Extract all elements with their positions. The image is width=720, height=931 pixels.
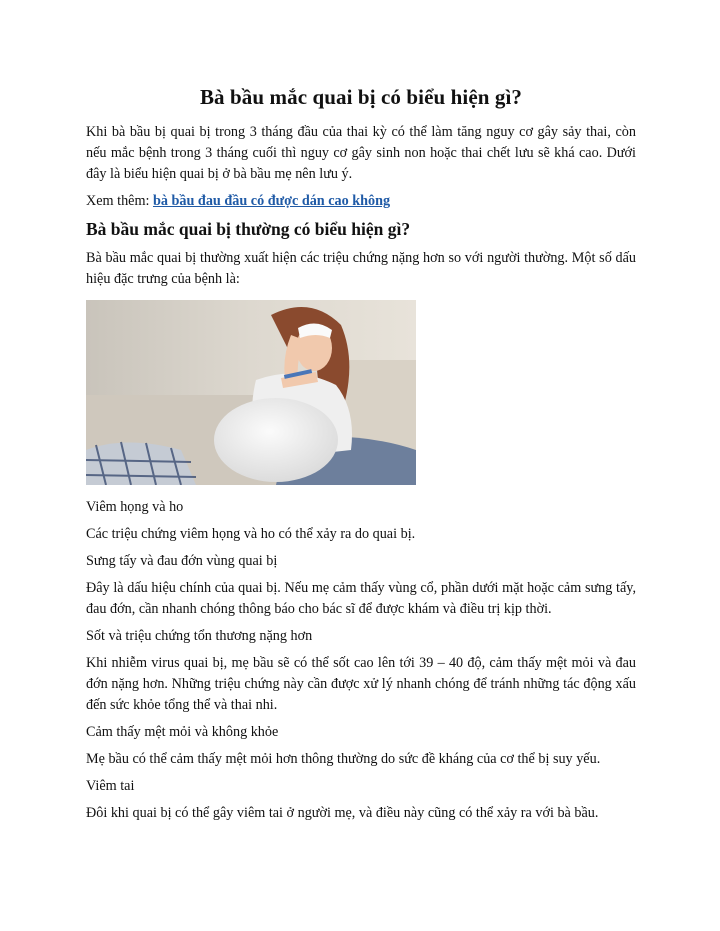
symptom-text-5: Đôi khi quai bị có thể gây viêm tai ở người mẹ, và điều này cũng có thể xảy ra với bà bầu.	[86, 805, 599, 821]
symptom-text-4: Mẹ bầu có thể cảm thấy mệt mỏi hơn thông thường do sức đề kháng của cơ thể bị suy yếu.	[86, 751, 601, 767]
document-page	[86, 84, 636, 830]
pregnant-woman-fever-photo	[86, 300, 416, 485]
symptom-text-3: Khi nhiễm virus quai bị, mẹ bầu sẽ có thể sốt cao lên tới 39 – 40 độ, cảm thấy mệt mỏi và đau đớn nặng hơn. Những triệu chứng này cần được xử lý nhanh chóng để tránh những tác động xấu đến sức khỏe tổng thể và thai nhi.	[86, 655, 636, 713]
symptom-text-1: Các triệu chứng viêm họng và ho có thể xảy ra do quai bị.	[86, 526, 416, 542]
see-more-label: Xem thêm:	[86, 193, 153, 209]
section-intro-paragraph: Bà bầu mắc quai bị thường xuất hiện các triệu chứng nặng hơn so với người thường. Một số dấu hiệu đặc trưng của bệnh là:	[86, 250, 636, 287]
see-more-line	[86, 191, 636, 212]
symptom-text-2: Đây là dấu hiệu chính của quai bị. Nếu mẹ cảm thấy vùng cổ, phần dưới mặt hoặc cảm sưng tấy, đau đớn, cần nhanh chóng thông báo cho bác sĩ để được khám và điều trị kịp thời.	[86, 580, 636, 617]
symptom-heading-2: Sưng tấy và đau đớn vùng quai bị	[86, 553, 278, 569]
symptom-heading-3: Sốt và triệu chứng tổn thương nặng hơn	[86, 628, 313, 644]
symptom-heading-4: Cảm thấy mệt mỏi và không khỏe	[86, 724, 279, 740]
page-title: Bà bầu mắc quai bị có biểu hiện gì?	[199, 85, 523, 109]
see-more-link[interactable]: bà bầu đau đầu có được dán cao không	[152, 193, 391, 209]
section-heading: Bà bầu mắc quai bị thường có biểu hiện gì?	[86, 219, 411, 239]
intro-paragraph: Khi bà bầu bị quai bị trong 3 tháng đầu của thai kỳ có thể làm tăng nguy cơ gây sảy thai, còn nếu mắc bệnh trong 3 tháng cuối thì nguy cơ gây sinh non hoặc thai chết lưu sẽ khá cao. Dưới đây là biểu hiện quai bị ở bà bầu mẹ nên lưu ý.	[86, 124, 636, 182]
symptom-heading-1: Viêm họng và ho	[86, 499, 184, 515]
symptom-heading-5: Viêm tai	[86, 778, 135, 794]
